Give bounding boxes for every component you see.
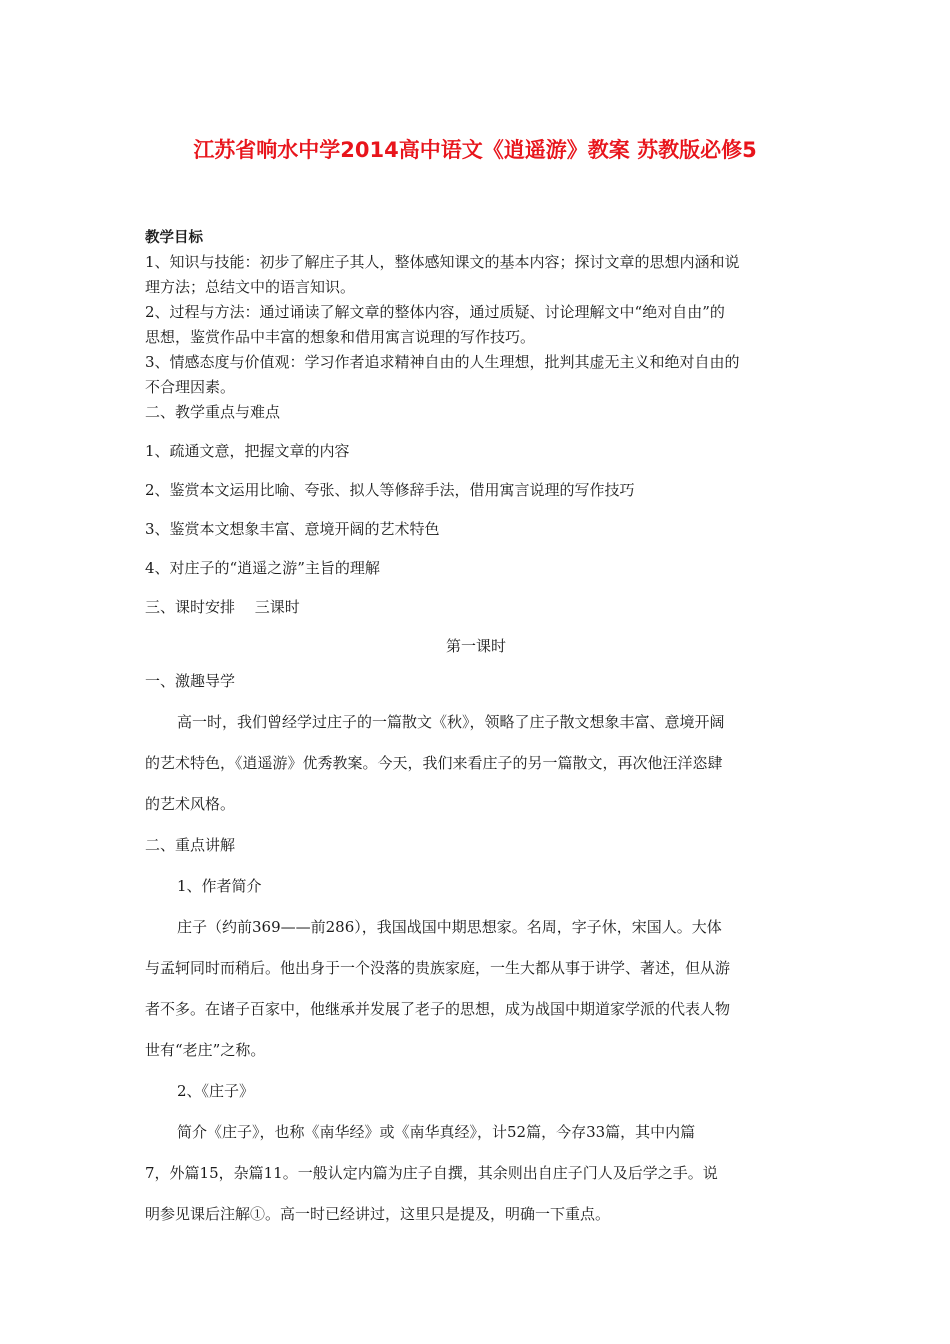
author-line: 世有“老庄”之称。 — [145, 1041, 266, 1059]
key-points-heading: 二、教学重点与难点 — [145, 403, 281, 421]
goal-line: 理方法；总结文中的语言知识。 — [145, 278, 356, 296]
lesson-title: 第一课时 — [445, 637, 506, 655]
key-point-item: 1、疏通文意，把握文章的内容 — [145, 442, 350, 460]
intro-heading: 一、激趣导学 — [145, 672, 236, 690]
goal-line: 2、过程与方法：通过诵读了解文章的整体内容，通过质疑、讨论理解文中“绝对自由”的 — [145, 303, 725, 321]
goal-line: 3、情感态度与价值观：学习作者追求精神自由的人生理想，批判其虚无主义和绝对自由的 — [145, 353, 740, 371]
book-line: 7，外篇15，杂篇11。一般认定内篇为庄子自撰，其余则出自庄子门人及后学之手。说 — [145, 1164, 718, 1182]
intro-line: 的艺术风格。 — [145, 795, 236, 813]
author-line: 庄子（约前369——前286），我国战国中期思想家。名周，字子休，宋国人。大体 — [177, 918, 722, 936]
goal-line: 不合理因素。 — [145, 378, 236, 396]
explain-heading: 二、重点讲解 — [145, 836, 236, 854]
book-line: 明参见课后注解①。高一时已经讲过，这里只是提及，明确一下重点。 — [145, 1205, 611, 1223]
book-heading: 2、《庄子》 — [177, 1082, 255, 1100]
goal-line: 1、知识与技能：初步了解庄子其人，整体感知课文的基本内容；探讨文章的思想内涵和说 — [145, 253, 740, 271]
goal-line: 思想，鉴赏作品中丰富的想象和借用寓言说理的写作技巧。 — [145, 328, 536, 346]
author-heading: 1、作者简介 — [177, 877, 262, 895]
document-title: 江苏省响水中学2014高中语文《逍遥游》教案 苏教版必修5 — [193, 138, 757, 162]
book-line: 简介《庄子》，也称《南华经》或《南华真经》，计52篇，今存33篇，其中内篇 — [177, 1123, 696, 1141]
intro-line: 的艺术特色，《逍遥游》优秀教案。今天，我们来看庄子的另一篇散文，再次他汪洋恣肆 — [145, 754, 723, 772]
key-point-item: 3、鉴赏本文想象丰富、意境开阔的艺术特色 — [145, 520, 440, 538]
intro-line: 高一时，我们曾经学过庄子的一篇散文《秋》，领略了庄子散文想象丰富、意境开阔 — [177, 713, 725, 731]
key-point-item: 2、鉴赏本文运用比喻、夸张、拟人等修辞手法，借用寓言说理的写作技巧 — [145, 481, 635, 499]
author-line: 者不多。在诸子百家中，他继承并发展了老子的思想，成为战国中期道家学派的代表人物 — [145, 1000, 731, 1018]
document-body — [145, 226, 807, 1235]
teaching-goals-heading: 教学目标 — [145, 230, 203, 246]
author-line: 与孟轲同时而稍后。他出身于一个没落的贵族家庭，一生大都从事于讲学、著述，但从游 — [145, 959, 731, 977]
key-point-item: 4、对庄子的“逍遥之游”主旨的理解 — [145, 559, 380, 577]
schedule-line: 三、课时安排 三课时 — [145, 598, 300, 616]
